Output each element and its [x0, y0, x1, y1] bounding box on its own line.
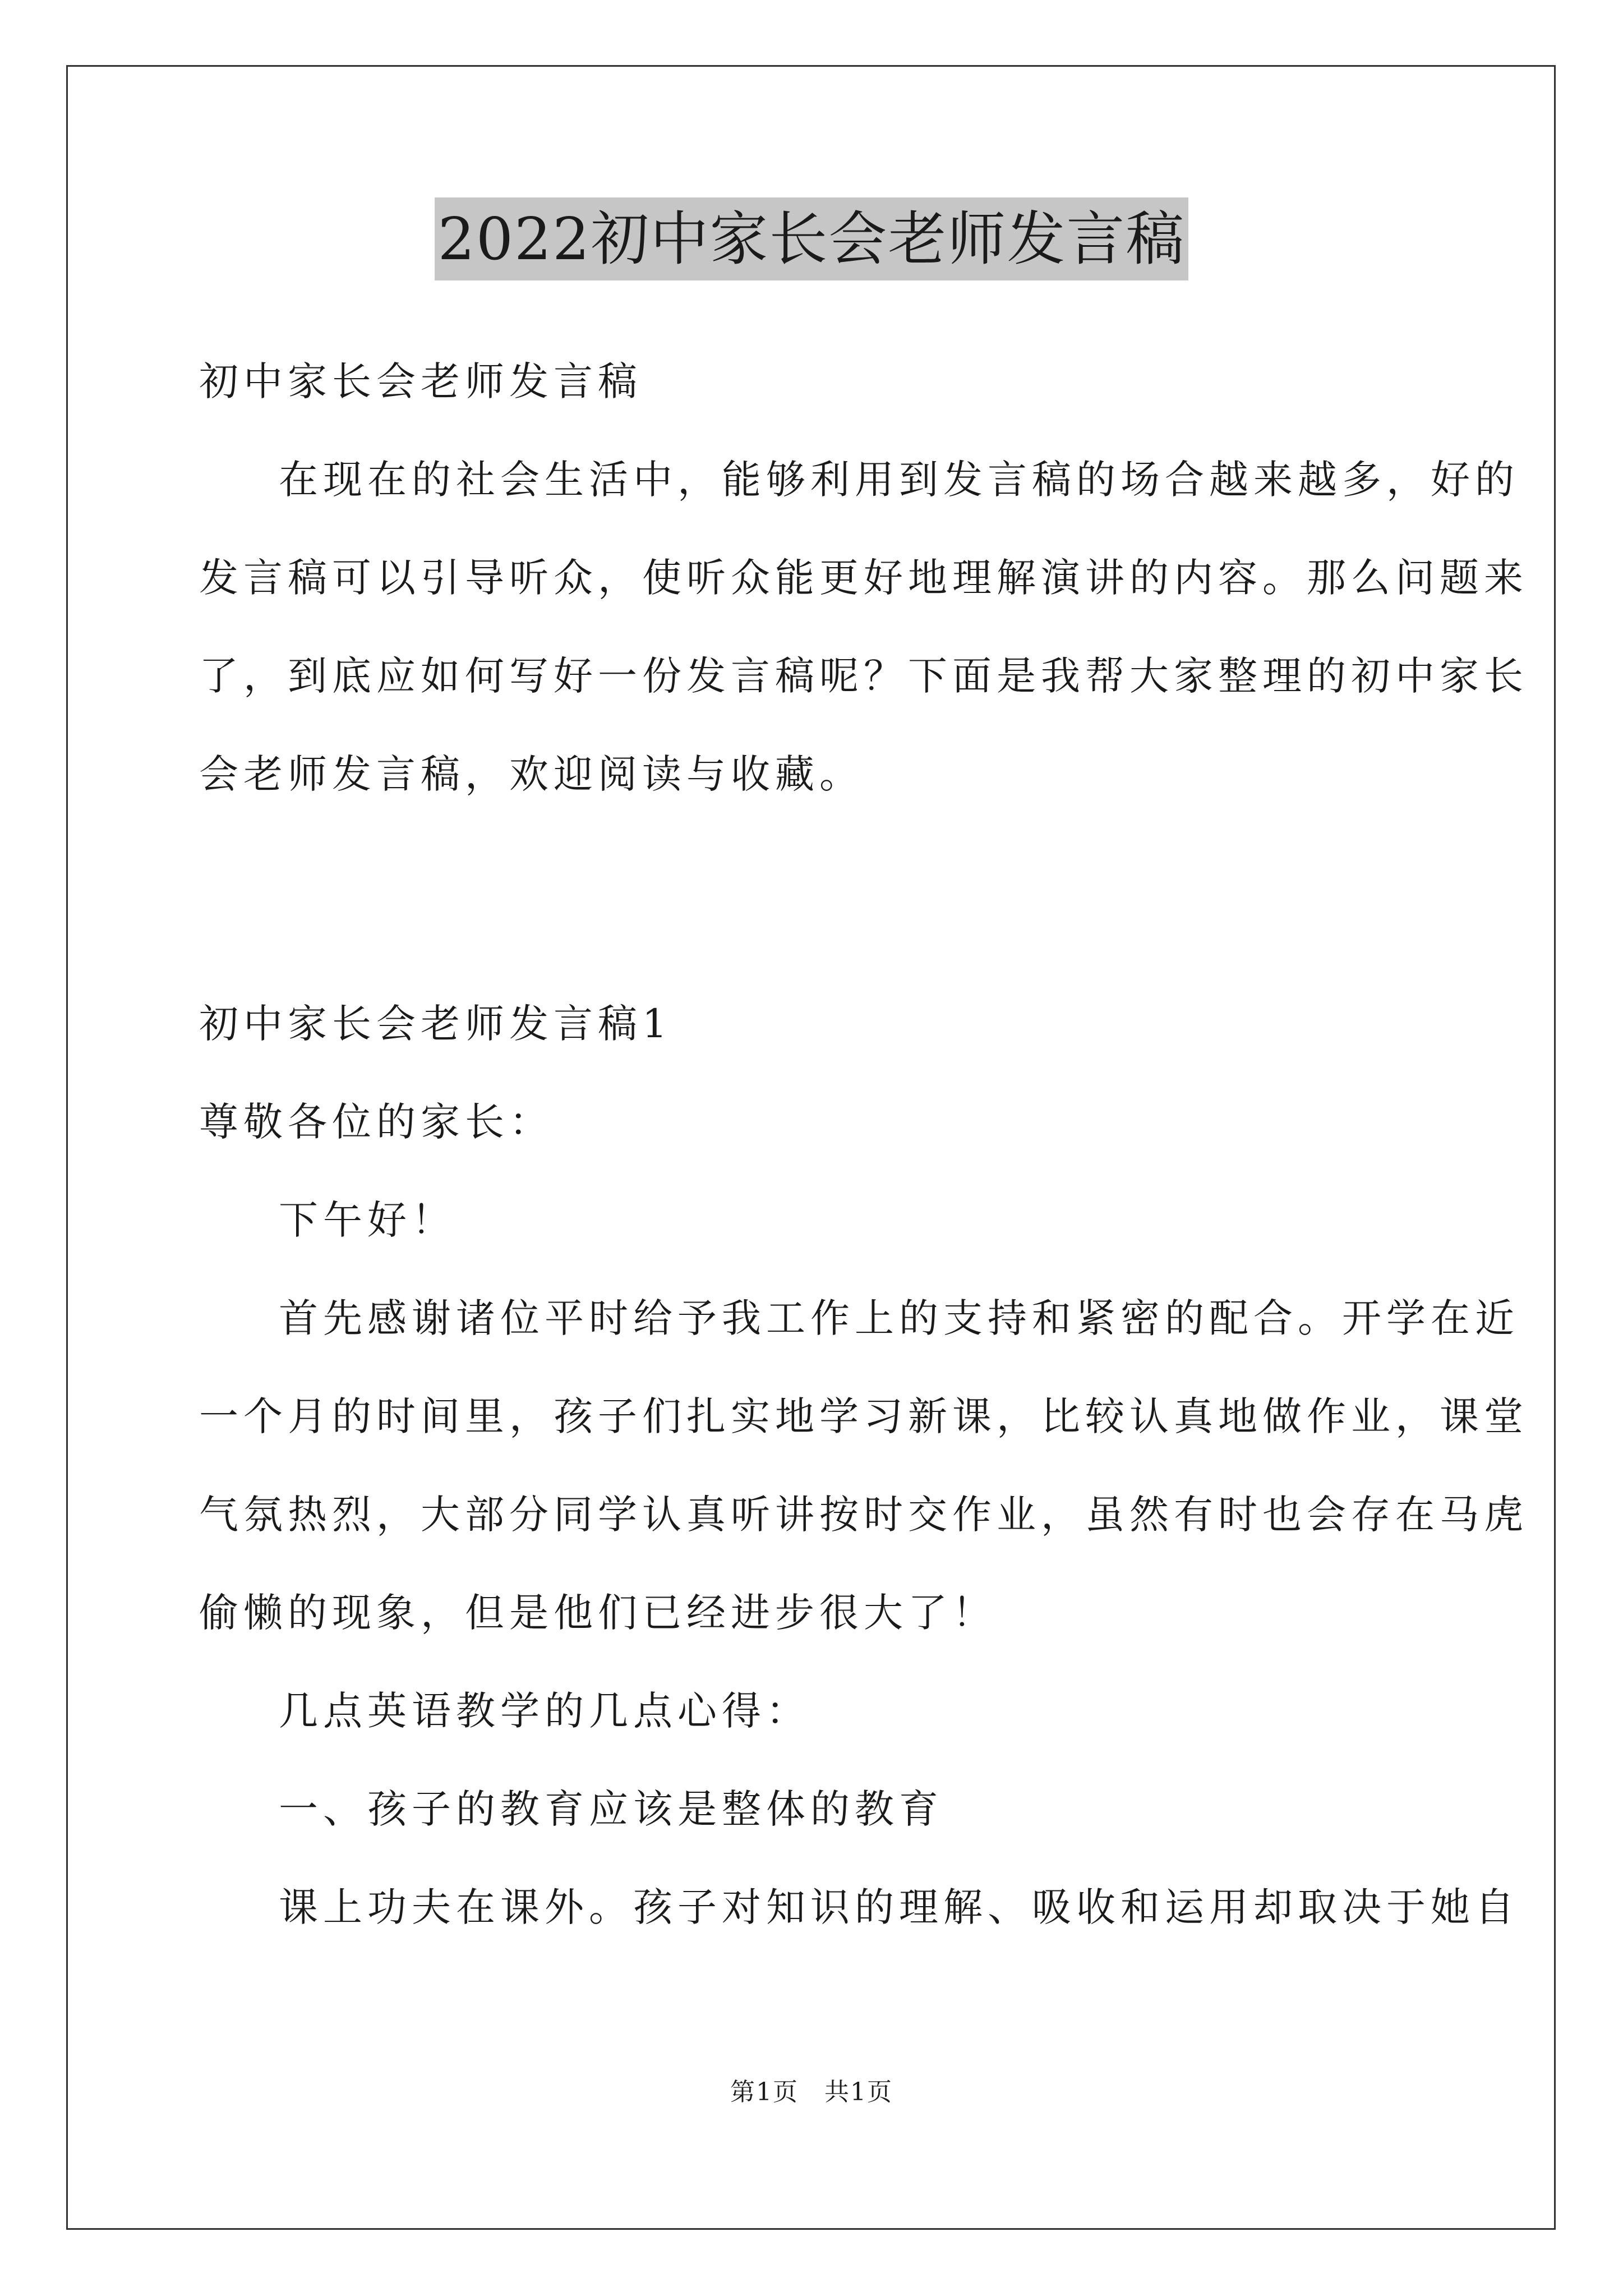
paragraph-line: 会老师发言稿，欢迎阅读与收藏。 — [199, 751, 864, 797]
salutation-line: 尊敬各位的家长： — [199, 1099, 554, 1145]
paragraph-line: 发言稿可以引导听众，使听众能更好地理解演讲的内容。那么问题来 — [199, 555, 1528, 601]
paragraph-line: 气氛热烈，大部分同学认真听讲按时交作业，虽然有时也会存在马虎 — [199, 1492, 1528, 1538]
document-title: 2022初中家长会老师发言稿 — [435, 197, 1189, 280]
paragraph-line: 了，到底应如何写好一份发言稿呢？下面是我帮大家整理的初中家长 — [199, 653, 1528, 699]
paragraph-line: 偷懒的现象，但是他们已经进步很大了！ — [199, 1590, 997, 1636]
paragraph-line: 首先感谢诸位平时给予我工作上的支持和紧密的配合。开学在近 — [279, 1295, 1519, 1341]
greeting-line: 下午好！ — [279, 1197, 456, 1243]
section-heading: 初中家长会老师发言稿1 — [199, 1001, 672, 1047]
page-footer: 第1页 共1页 — [730, 2078, 893, 2106]
list-heading: 一、孩子的教育应该是整体的教育 — [279, 1786, 943, 1832]
paragraph-line: 一个月的时间里，孩子们扎实地学习新课，比较认真地做作业，课堂 — [199, 1393, 1528, 1439]
subtitle-line: 初中家长会老师发言稿 — [199, 358, 642, 404]
paragraph-line: 几点英语教学的几点心得： — [279, 1688, 810, 1734]
paragraph-line: 在现在的社会生活中，能够利用到发言稿的场合越来越多，好的 — [279, 457, 1519, 503]
paragraph-line: 课上功夫在课外。孩子对知识的理解、吸收和运用却取决于她自 — [279, 1884, 1519, 1930]
title-container — [0, 197, 1623, 280]
